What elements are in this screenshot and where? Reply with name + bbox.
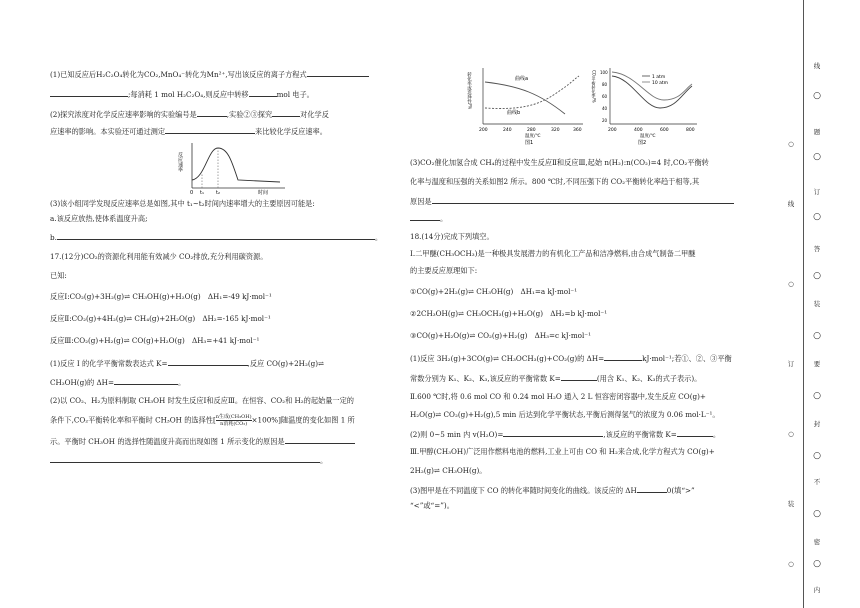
q17-given: 已知: bbox=[50, 271, 67, 280]
answer-blank[interactable] bbox=[410, 213, 440, 221]
q17-1-line: (1)反应 Ⅰ 的化学平衡常数表达式 K= ,反应 CO(g)+2H₂(g)⇌ bbox=[50, 359, 325, 368]
answer-blank[interactable] bbox=[604, 353, 642, 361]
answer-blank[interactable] bbox=[50, 455, 320, 463]
margin-char: 题 bbox=[813, 128, 821, 136]
x-tick: 400 bbox=[634, 128, 643, 133]
y-tick: 60 bbox=[602, 94, 608, 99]
tick-t1: t₁ bbox=[200, 190, 204, 196]
margin-char: 不 bbox=[813, 478, 821, 486]
figure-1-caption: 图1 bbox=[525, 140, 534, 146]
x-axis-label: 温度/℃ bbox=[640, 134, 656, 139]
q18-3-line2: “<”或“=”)。 bbox=[410, 501, 454, 510]
q16-3-line: (3)该小组同学发现反应速率总是如图,其中 t₁~t₂时间内速率增大的主要原因可能是: bbox=[50, 199, 315, 208]
margin-circle: ○ bbox=[813, 91, 821, 101]
rate-curve bbox=[192, 148, 280, 182]
x-tick: 600 bbox=[660, 128, 669, 133]
margin-char: 装 bbox=[787, 500, 795, 508]
margin-char: 装 bbox=[813, 300, 821, 308]
q17-3-line4: 。 bbox=[410, 213, 447, 224]
q16-3-a: a.该反应放热,使体系温度升高; bbox=[50, 214, 148, 223]
x-tick: 800 bbox=[686, 128, 695, 133]
curve-a-label: 曲线a bbox=[515, 76, 529, 82]
y-axis-label: 转化率或选择性/% bbox=[466, 72, 472, 110]
tick-t2: t₂ bbox=[216, 190, 220, 196]
q16-1-line2: ;每消耗 1 mol H₂C₂O₄,则反应中转移 mol 电子。 bbox=[50, 89, 314, 100]
margin-circle: ○ bbox=[813, 509, 821, 519]
answer-blank[interactable] bbox=[637, 485, 667, 493]
selectivity-fraction: n生成(CH₃OH) n消耗(CO₂) bbox=[215, 414, 252, 427]
margin-circle: ○ bbox=[813, 152, 821, 162]
answer-blank[interactable] bbox=[285, 436, 355, 444]
margin-char: ○ bbox=[788, 430, 794, 438]
x-axis-label: 温度/℃ bbox=[525, 134, 541, 139]
reaction-3: 反应Ⅲ:CO₂(g)+H₂(g)⇌ CO(g)+H₂O(g) ΔH₃=+41 kJ·mol⁻¹ bbox=[50, 336, 260, 345]
tick-0: 0 bbox=[190, 190, 194, 196]
q18-header: 18.(14分)完成下列填空。 bbox=[410, 232, 494, 241]
margin-char: 密 bbox=[813, 538, 821, 546]
q17-1-line2: CH₃OH(g)的 ΔH= 。 bbox=[50, 378, 186, 387]
x-axis-label: 时间 bbox=[258, 190, 269, 196]
q18-2-line: (2)则 0~5 min 内 v(H₂O)= ,该反应的平衡常数 K= 。 bbox=[410, 430, 721, 439]
margin-char: 订 bbox=[813, 188, 821, 196]
x-tick: 200 bbox=[479, 128, 488, 133]
margin-circle: ○ bbox=[813, 391, 821, 401]
margin-circle: ○ bbox=[813, 271, 821, 281]
rate-time-chart bbox=[177, 140, 290, 196]
q18-part1-intro2: 的主要反应原理如下: bbox=[410, 266, 478, 275]
margin-circle: ○ bbox=[813, 451, 821, 461]
margin-circle: ○ bbox=[813, 559, 821, 569]
y-tick: 40 bbox=[602, 106, 608, 111]
margin-char: 封 bbox=[813, 420, 821, 428]
q18-1-line: (1)反应 3H₂(g)+3CO(g)⇌ CH₃OCH₃(g)+CO₂(g)的 ΔH= kJ·mol⁻¹;若①、②、③平衡 bbox=[410, 354, 732, 363]
q17-2-line3: 示。平衡时 CH₃OH 的选择性随温度升高而出现如图 1 所示变化的原因是 bbox=[50, 436, 355, 447]
curve-b-label: 曲线b bbox=[507, 110, 521, 116]
q17-header: 17.(12分)CO₂的资源化利用能有效减少 CO₂排放,充分利用碳资源。 bbox=[50, 252, 268, 261]
margin-char: 订 bbox=[787, 360, 795, 368]
margin-char: ○ bbox=[788, 280, 794, 288]
dme-reaction-2: ②2CH₃OH(g)⇌ CH₃OCH₃(g)+H₂O(g) ΔH₂=b kJ·mol⁻¹ bbox=[410, 309, 608, 318]
q16-2-line: (2)探究浓度对化学反应速率影响的实验编号是 ,实验②③探究 对化学反 bbox=[50, 110, 329, 119]
answer-blank[interactable] bbox=[432, 196, 734, 204]
binding-margin bbox=[806, 0, 828, 608]
x-tick: 360 bbox=[573, 128, 582, 133]
q18-part3-line: Ⅲ.甲醇(CH₃OH)广泛用作燃料电池的燃料,工业上可由 CO 和 H₂来合成,化学方程式为 CO(g)+ bbox=[410, 447, 715, 456]
q16-2-line2: 应速率的影响。本实验还可通过测定 来比较化学反应速率。 bbox=[50, 127, 327, 136]
q17-2-line: (2)以 CO₂、H₂为原料制取 CH₃OH 时发生反应Ⅰ和反应Ⅲ。在恒容、CO₂和 H₂的起始量一定的 bbox=[50, 396, 354, 405]
figure-2 bbox=[592, 64, 702, 144]
figure-1 bbox=[465, 64, 590, 144]
q18-part2-line: Ⅱ.600 ℃时,将 0.6 mol CO 和 0.24 mol H₂O 通入 2 L 恒容密闭容器中,发生反应 CO(g)+ bbox=[410, 392, 706, 401]
answer-blank[interactable] bbox=[272, 109, 300, 117]
answer-blank[interactable] bbox=[561, 373, 597, 381]
answer-blank[interactable] bbox=[249, 89, 277, 97]
q18-part1-intro: Ⅰ.二甲醚(CH₃OCH₃)是一种极具发展潜力的有机化工产品和洁净燃料,由合成气制备二甲醚 bbox=[410, 249, 696, 258]
q18-part2-line2: H₂O(g)⇌ CO₂(g)+H₂(g),5 min 后达到化学平衡状态,平衡后测得氢气的浓度为 0.06 mol·L⁻¹。 bbox=[410, 410, 720, 419]
curve-a bbox=[485, 82, 565, 114]
reaction-2: 反应Ⅱ:CO₂(g)+4H₂(g)⇌ CH₄(g)+2H₂O(g) ΔH₂=-165 kJ·mol⁻¹ bbox=[50, 314, 271, 323]
answer-blank[interactable] bbox=[307, 69, 369, 77]
margin-char: 答 bbox=[813, 245, 821, 253]
q18-part3-line2: 2H₂(g)⇌ CH₃OH(g)。 bbox=[410, 466, 487, 475]
legend-10atm: 10 atm bbox=[652, 81, 669, 86]
margin-circle: ○ bbox=[813, 212, 821, 222]
legend-1atm: 1 atm bbox=[652, 75, 666, 80]
answer-blank[interactable] bbox=[168, 358, 248, 366]
answer-blank[interactable] bbox=[503, 429, 603, 437]
dme-reaction-1: ①CO(g)+2H₂(g)⇌ CH₃OH(g) ΔH₁=a kJ·mol⁻¹ bbox=[410, 287, 578, 296]
answer-blank[interactable] bbox=[165, 126, 255, 134]
curve-b bbox=[485, 76, 579, 108]
x-tick: 320 bbox=[551, 128, 560, 133]
answer-blank[interactable] bbox=[114, 377, 178, 385]
binding-rule bbox=[803, 0, 804, 608]
margin-char: 内 bbox=[813, 586, 821, 594]
q17-2-line2: 条件下,CO₂平衡转化率和平衡时 CH₃OH 的选择性[ n生成(CH₃OH) n消耗(CO₂) ×100%]随温度的变化如图 1 所 bbox=[50, 414, 355, 427]
answer-blank[interactable] bbox=[197, 109, 227, 117]
binding-margin-inner bbox=[780, 0, 802, 608]
margin-char: 线 bbox=[787, 200, 795, 208]
answer-blank[interactable] bbox=[57, 232, 375, 240]
q17-3-line: (3)CO₂催化加氢合成 CH₄的过程中发生反应Ⅱ和反应Ⅲ,起始 n(H₂):n(CO₂)=4 时,CO₂平衡转 bbox=[410, 158, 709, 167]
y-tick: 80 bbox=[602, 82, 608, 87]
q17-2-line4: 。 bbox=[50, 455, 327, 466]
q16-3-b: b. 。 bbox=[50, 233, 383, 242]
margin-char: 线 bbox=[813, 62, 821, 70]
q18-3-line: (3)图甲是在不同温度下 CO 的转化率随时间变化的曲线。该反应的 ΔH 0(填“>” bbox=[410, 486, 695, 495]
x-tick: 280 bbox=[527, 128, 536, 133]
reaction-1: 反应Ⅰ:CO₂(g)+3H₂(g)⇌ CH₃OH(g)+H₂O(g) ΔH₁=-49 kJ·mol⁻¹ bbox=[50, 292, 272, 301]
q17-3-line3: 原因是 bbox=[410, 196, 734, 207]
figure-2-caption: 图2 bbox=[638, 140, 647, 146]
answer-blank[interactable] bbox=[677, 429, 713, 437]
margin-char: ○ bbox=[788, 140, 794, 148]
q18-1-line2: 常数分别为 K₁、K₂、K₃,该反应的平衡常数 K= (用含 K₁、K₂、K₃的式子表示)。 bbox=[410, 374, 702, 383]
q16-1-line: (1)已知反应后H₂C₂O₄转化为CO₂,MnO₄⁻转化为Mn²⁺,写出该反应的离子方程式 bbox=[50, 69, 369, 80]
answer-blank[interactable] bbox=[50, 89, 128, 97]
margin-char: 要 bbox=[813, 360, 821, 368]
y-tick: 100 bbox=[600, 70, 608, 75]
q17-3-line2: 化率与温度和压强的关系如图2 所示。800 ℃时,不同压强下的 CO₂平衡转化率趋于相等,其 bbox=[410, 177, 700, 186]
x-tick: 200 bbox=[608, 128, 617, 133]
dme-reaction-3: ③CO(g)+H₂O(g)⇌ CO₂(g)+H₂(g) ΔH₃=c kJ·mol⁻¹ bbox=[410, 331, 591, 340]
y-axis-label: CO₂平衡转化率/% bbox=[591, 70, 597, 103]
y-axis-label: 反应速率 bbox=[177, 152, 183, 172]
margin-char: ○ bbox=[788, 560, 794, 568]
y-tick: 20 bbox=[602, 118, 608, 123]
x-tick: 240 bbox=[503, 128, 512, 133]
margin-circle: ○ bbox=[813, 331, 821, 341]
